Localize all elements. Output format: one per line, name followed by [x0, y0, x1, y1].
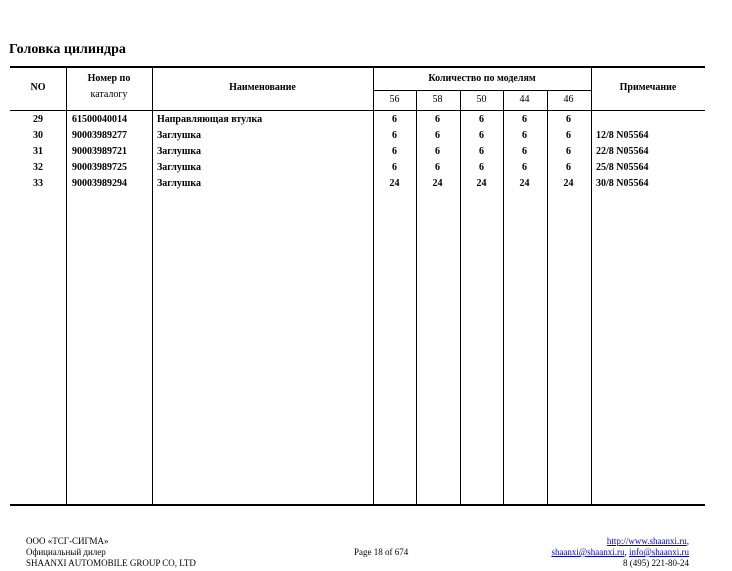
cell-qty-46: 24 — [563, 178, 574, 189]
cell-part-number: 90003989277 — [72, 130, 127, 141]
cell-part-number: 90003989721 — [72, 146, 127, 157]
cell-qty-46: 6 — [566, 130, 571, 141]
cell-qty-50: 24 — [476, 178, 487, 189]
table-row — [10, 160, 705, 176]
cell-name: Заглушка — [157, 178, 201, 189]
cell-qty-58: 6 — [435, 162, 440, 173]
footer-phone: 8 (495) 221-80-24 — [623, 558, 689, 568]
cell-name: Заглушка — [157, 130, 201, 141]
cell-no: 29 — [33, 114, 43, 125]
cell-qty-58: 6 — [435, 114, 440, 125]
cell-no: 32 — [33, 162, 43, 173]
cell-qty-44: 6 — [522, 130, 527, 141]
header-no: NO — [30, 82, 46, 93]
cell-name: Направляющая втулка — [157, 114, 263, 125]
quantity-subheader-rule — [373, 90, 591, 91]
footer-company: ООО «ТСГ-СИГМА» — [26, 536, 109, 546]
cell-qty-56: 6 — [392, 146, 397, 157]
table-row — [10, 176, 705, 192]
cell-qty-56: 6 — [392, 114, 397, 125]
page-number: Page 18 of 674 — [354, 547, 409, 557]
cell-qty-56: 24 — [389, 178, 400, 189]
cell-no: 33 — [33, 178, 43, 189]
email-separator: , — [624, 547, 627, 557]
footer-group: SHAANXI AUTOMOBILE GROUP CO, LTD — [26, 558, 196, 568]
table-header-rule — [10, 110, 705, 111]
header-model-44: 44 — [519, 94, 530, 105]
cell-qty-44: 6 — [522, 114, 527, 125]
cell-note: 22/8 N05564 — [596, 146, 649, 157]
header-note: Примечание — [619, 82, 677, 93]
footer-contacts — [551, 536, 689, 569]
table-row — [10, 144, 705, 160]
page-title: Головка цилиндра — [9, 42, 126, 57]
table-row — [10, 128, 705, 144]
cell-qty-46: 6 — [566, 146, 571, 157]
cell-note: 25/8 N05564 — [596, 162, 649, 173]
header-model-50: 50 — [476, 94, 487, 105]
cell-qty-58: 6 — [435, 146, 440, 157]
cell-qty-46: 6 — [566, 114, 571, 125]
cell-qty-46: 6 — [566, 162, 571, 173]
header-part-number-line1: Номер по — [87, 73, 131, 84]
header-model-46: 46 — [563, 94, 574, 105]
cell-qty-50: 6 — [479, 114, 484, 125]
footer-email-line — [551, 547, 689, 558]
cell-note: 12/8 N05564 — [596, 130, 649, 141]
table-top-rule — [10, 66, 705, 68]
email-link-info[interactable]: info@shaanxi.ru — [628, 547, 689, 557]
footer-site-line — [551, 536, 689, 547]
cell-part-number: 90003989294 — [72, 178, 127, 189]
header-model-58: 58 — [432, 94, 443, 105]
footer-dealer-info — [26, 536, 196, 569]
cell-qty-58: 24 — [432, 178, 443, 189]
table-row — [10, 112, 705, 128]
cell-qty-44: 24 — [519, 178, 530, 189]
header-part-number-line2: каталогу — [90, 89, 128, 100]
cell-note: 30/8 N05564 — [596, 178, 649, 189]
cell-name: Заглушка — [157, 162, 201, 173]
cell-qty-56: 6 — [392, 162, 397, 173]
header-name: Наименование — [229, 82, 296, 93]
footer-dealer-label: Официальный дилер — [26, 547, 106, 557]
cell-qty-56: 6 — [392, 130, 397, 141]
header-model-56: 56 — [389, 94, 400, 105]
cell-qty-50: 6 — [479, 162, 484, 173]
cell-qty-44: 6 — [522, 146, 527, 157]
cell-part-number: 90003989725 — [72, 162, 127, 173]
cell-no: 31 — [33, 146, 43, 157]
table-bottom-rule — [10, 504, 705, 506]
cell-qty-50: 6 — [479, 146, 484, 157]
cell-qty-50: 6 — [479, 130, 484, 141]
parts-table — [10, 66, 705, 506]
header-quantity-group: Количество по моделям — [428, 73, 536, 84]
website-link[interactable]: http://www.shaanxi.ru — [606, 536, 687, 546]
cell-qty-58: 6 — [435, 130, 440, 141]
website-separator: , — [686, 536, 689, 546]
header-part-number — [66, 71, 152, 103]
cell-name: Заглушка — [157, 146, 201, 157]
cell-no: 30 — [33, 130, 43, 141]
cell-qty-44: 6 — [522, 162, 527, 173]
email-link-shaanxi[interactable]: shaanxi@shaanxi.ru — [551, 547, 625, 557]
cell-part-number: 61500040014 — [72, 114, 127, 125]
